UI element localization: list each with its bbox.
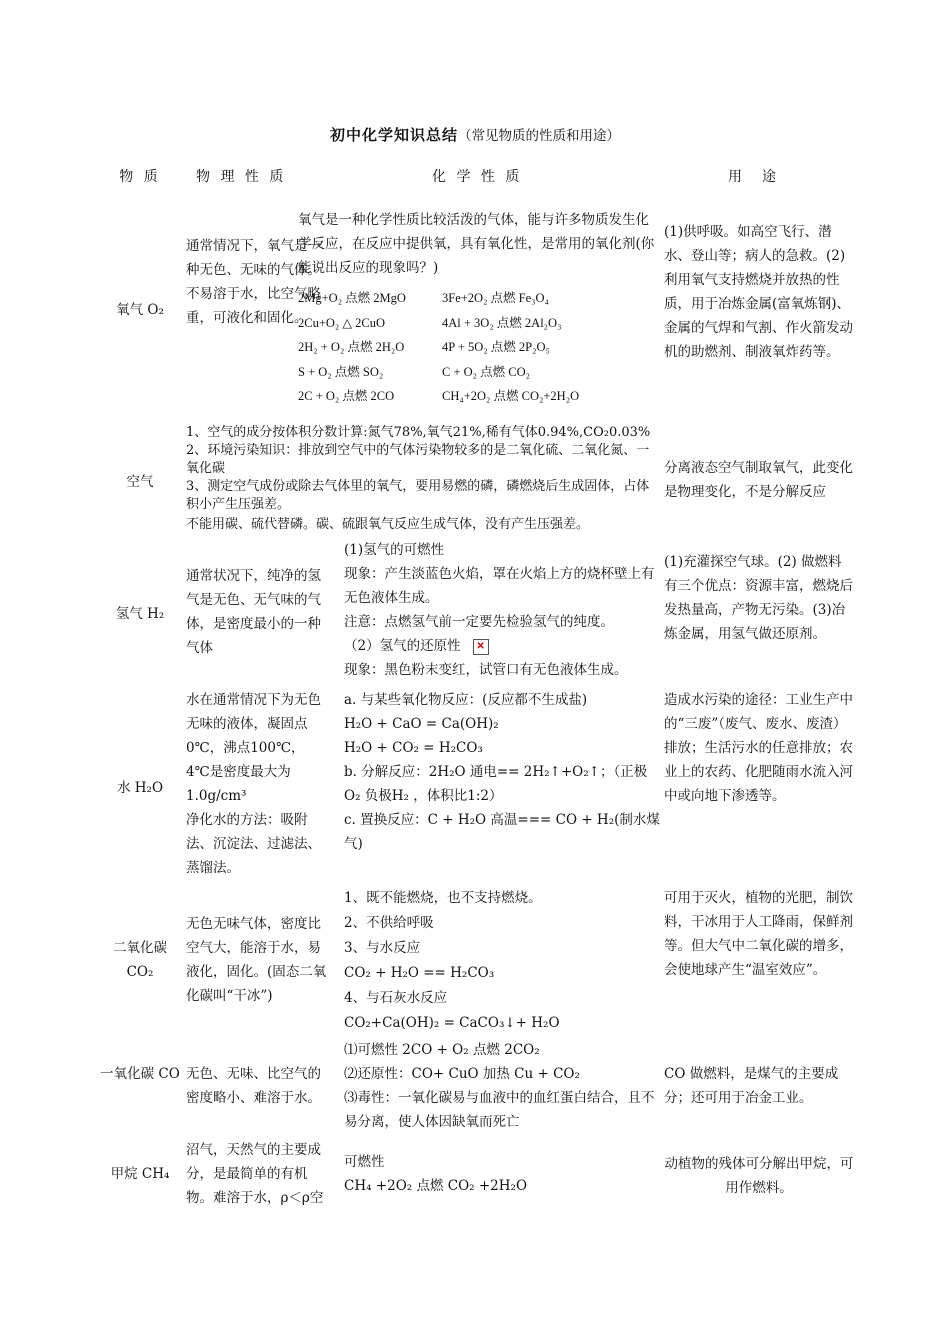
substance-water: 水 H₂O (116, 780, 164, 796)
hydrogen-physical: 通常状况下，纯净的氢气是无色、无气味的气体，是密度最小的一种气体 (186, 568, 321, 656)
eq: 2Cu+O₂ △ 2CuO (298, 315, 385, 330)
water-chem-line: c. 置换反应：C + H₂O 高温=== CO + H₂(制水煤气) (344, 812, 660, 852)
substance-air: 空气 (126, 474, 154, 490)
methane-use: 动植物的残体可分解出甲烷，可用作燃料。 (664, 1156, 854, 1196)
hydrogen-chem (344, 538, 660, 682)
oxygen-equations (298, 286, 579, 409)
eq: 2C + O₂ 点燃 2CO (298, 389, 395, 403)
hydrogen-chem-line: (1)氢气的可燃性 (344, 542, 445, 558)
air-line: 2、环境污染知识：排放到空气中的气体污染物较多的是二氧化硫、二氧化氮、一氧化碳 (186, 443, 650, 476)
water-purify: 净化水的方法：吸附法、沉淀法、过滤法、蒸馏法。 (186, 812, 321, 876)
eq: 3Fe+2O₂ 点燃 Fe₃O₄ (442, 291, 549, 305)
co-use: CO 做燃料，是煤气的主要成分；还可用于冶金工业。 (664, 1066, 839, 1106)
water-chem (344, 688, 660, 856)
water-use: 造成水污染的途径：工业生产中的“三废”（废气、废水、废渣）排放；生活污水的任意排放；农业上的农药、化肥随雨水流入河中或向地下渗透等。 (664, 692, 853, 804)
co-chem-line: ⑴可燃性 2CO + O₂ 点燃 2CO₂ (344, 1042, 540, 1058)
broken-image-icon: ✕ (473, 639, 489, 655)
co2-physical: 无色无味气体，密度比空气大，能溶于水，易液化，固化。(固态二氧化碳叫“干冰”) (186, 916, 327, 1004)
substance-methane: 甲烷 CH₄ (110, 1166, 170, 1182)
oxygen-physical: 通常情况下，氧气是一种无色、无味的气体。不易溶于水，比空气略重，可液化和固化。 (186, 238, 321, 326)
eq: 4Al + 3O₂ 点燃 2Al₂O₃ (442, 315, 562, 330)
co-physical: 无色、无味、比空气的密度略小、难溶于水。 (186, 1066, 321, 1106)
water-physical (186, 688, 328, 880)
water-chem-line: b. 分解反应：2H₂O 通电== 2H₂↑+O₂↑；（正极O₂ 负极H₂ ，体积比1:2） (344, 764, 648, 804)
air-line: 不能用碳、硫代替磷。碳、硫跟氧气反应生成气体，没有产生压强差。 (186, 517, 590, 532)
air-line: 1、空气的成分按体积分数计算:氮气78%,氧气21%,稀有气体0.94%,CO₂0.03% (186, 425, 651, 440)
methane-physical: 沼气，天然气的主要成分，是最简单的有机物。难溶于水，ρ＜ρ空 (186, 1142, 324, 1206)
page-title (0, 124, 950, 145)
co2-chem-line: CO₂+Ca(OH)₂ = CaCO₃↓+ H₂O (344, 1015, 560, 1031)
hydrogen-use: (1)充灌探空气球。(2) 做燃料有三个优点：资源丰富，燃烧后发热量高，产物无污染。(3)冶炼金属，用氢气做还原剂。 (664, 554, 853, 642)
co2-chem (344, 886, 660, 1036)
eq: C + O₂ 点燃 CO₂ (442, 364, 530, 379)
co-chem-line: ⑵还原性：CO+ CuO 加热 Cu + CO₂ (344, 1066, 580, 1082)
water-chem-line: H₂O + CO₂ = H₂CO₃ (344, 740, 483, 756)
hydrogen-chem-line: 注意：点燃氢气前一定要先检验氢气的纯度。 (344, 614, 614, 630)
oxygen-use: (1)供呼吸。如高空飞行、潜水、登山等；病人的急救。(2)利用氧气支持燃烧并放热的性质，用于冶炼金属(富氧炼钢)、金属的气焊和气割、作火箭发动机的助燃剂、制液氧炸药等。 (664, 224, 853, 360)
co2-use: 可用于灭火，植物的光肥，制饮料，干冰用于人工降雨，保鲜剂等。但大气中二氧化碳的增多，会使地球产生“温室效应”。 (664, 890, 853, 978)
co-chem-line: ⑶毒性：一氧化碳易与血液中的血红蛋白结合，且不易分离，使人体因缺氧而死亡 (344, 1090, 655, 1130)
hydrogen-chem-line: （2）氢气的还原性 (344, 638, 461, 654)
header-use: 用 途 (728, 169, 779, 185)
substance-hydrogen: 氢气 H₂ (115, 606, 165, 622)
methane-chem-line: 可燃性 (344, 1154, 385, 1170)
eq: 4P + 5O₂ 点燃 2P₂O₅ (442, 340, 550, 354)
methane-chem (344, 1150, 660, 1198)
title-sub: （常见物质的性质和用途） (458, 128, 620, 144)
air-content (186, 424, 658, 534)
air-line: 3、测定空气成份或除去气体里的氧气，要用易燃的磷，磷燃烧后生成固体，占体积小产生压强差。 (186, 479, 650, 512)
title-main: 初中化学知识总结 (329, 126, 458, 144)
hydrogen-chem-line: 现象：黑色粉末变红，试管口有无色液体生成。 (344, 662, 628, 678)
eq: 2Mg+O₂ 点燃 2MgO (298, 291, 406, 305)
header-substance: 物 质 (119, 169, 161, 185)
substance-oxygen: 氧气 O₂ (116, 302, 164, 318)
header-physical: 物 理 性 质 (196, 169, 287, 185)
substance-co2: 二氧化碳 CO₂ (113, 940, 167, 980)
eq: 2H₂ + O₂ 点燃 2H₂O (298, 340, 405, 354)
co2-chem-line: 3、与水反应 (344, 940, 421, 956)
water-density: 1.0g/cm³ (186, 788, 247, 804)
co2-chem-line: 4、与石灰水反应 (344, 990, 448, 1006)
header-chemical: 化 学 性 质 (432, 169, 523, 185)
substance-co: 一氧化碳 CO (100, 1066, 180, 1082)
oxygen-chem-intro: 氧气是一种化学性质比较活泼的气体，能与许多物质发生化学反应，在反应中提供氧，具有氧化性，是常用的氧化剂(你能说出反应的现象吗？) (298, 212, 655, 276)
co2-chem-line: CO₂ + H₂O == H₂CO₃ (344, 965, 495, 981)
co-chem (344, 1038, 660, 1134)
water-chem-line: a. 与某些氧化物反应：(反应都不生成盐) (344, 692, 588, 708)
hydrogen-chem-line: 现象：产生淡蓝色火焰，罩在火焰上方的烧杯壁上有无色液体生成。 (344, 566, 655, 606)
eq: CH₄+2O₂ 点燃 CO₂+2H₂O (442, 389, 580, 403)
co2-chem-line: 1、既不能燃烧，也不支持燃烧。 (344, 890, 542, 906)
water-chem-line: H₂O + CaO = Ca(OH)₂ (344, 716, 499, 732)
methane-chem-line: CH₄ +2O₂ 点燃 CO₂ +2H₂O (344, 1178, 528, 1194)
water-physical-line: 水在通常情况下为无色无味的液体，凝固点0℃，沸点100℃，4℃是密度最大为 (186, 692, 321, 780)
eq: S + O₂ 点燃 SO₂ (298, 364, 384, 379)
co2-chem-line: 2、不供给呼吸 (344, 915, 434, 931)
air-use: 分离液态空气制取氧气，此变化是物理变化，不是分解反应 (664, 460, 853, 500)
